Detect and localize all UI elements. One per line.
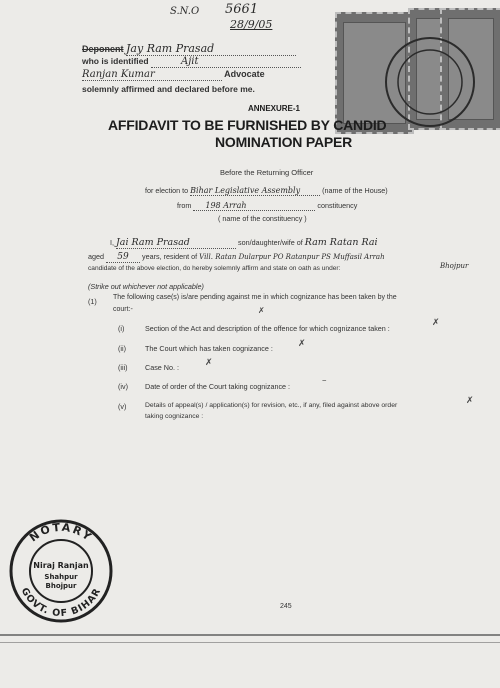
item-text-continued: taking cognizance : [145, 413, 204, 420]
title-line1: AFFIDAVIT TO BE FURNISHED BY CANDID [108, 117, 387, 133]
seal-name: Niraj Ranjan [33, 561, 89, 570]
district-value: Bhojpur [440, 262, 469, 270]
declarant-relation: son/daughter/wife of [238, 238, 303, 247]
section1-cross-mark: ✗ [258, 306, 265, 315]
item-text: The Court which has taken cognizance : [145, 344, 273, 353]
item-text: Case No. : [145, 363, 179, 372]
from-line [177, 201, 357, 211]
election-suffix: (name of the House) [322, 186, 388, 195]
advocate-name: Ranjan Kumar [82, 69, 222, 81]
declarant-line1 [110, 237, 378, 249]
item-text: Details of appeal(s) / application(s) for revision, etc., if any, filed against above order [145, 402, 398, 409]
bottom-rule-2 [0, 642, 500, 643]
item-number: (v) [118, 402, 127, 411]
section1-text-line2: court:- [113, 306, 133, 313]
identified-by: Ajit [151, 56, 301, 68]
declarant-name: Jai Ram Prasad [116, 237, 236, 249]
item-text: Section of the Act and description of the offence for which cognizance taken : [145, 324, 390, 333]
section1-text-line1: The following case(s) is/are pending against me in which cognizance has been taken by the [113, 294, 397, 301]
before-officer: Before the Returning Officer [220, 168, 314, 177]
declarant-line2 [88, 252, 385, 263]
advocate-label: Advocate [224, 69, 265, 79]
annexure-label: ANNEXURE-1 [248, 104, 301, 113]
aged-label: aged [88, 252, 104, 261]
seal-top-text: NOTARY [26, 520, 96, 545]
strike-note: (Strike out whichever not applicable) [88, 282, 204, 291]
from-value: 198 Arrah [193, 201, 315, 211]
constituency-note: ( name of the constituency ) [218, 214, 307, 223]
election-line [145, 186, 388, 196]
item-mark: ✗ [432, 318, 440, 328]
deponent-name: Jay Ram Prasad [126, 42, 296, 56]
seal-place2: Bhojpur [45, 582, 77, 590]
deponent-label: Deponent [82, 44, 124, 54]
declarant-prefix: I, [110, 238, 114, 247]
postmark-circle [375, 30, 485, 140]
serial-label: S.N.O [170, 6, 200, 17]
item-mark: ✗ [298, 339, 306, 349]
affirmed-line: solemnly affirmed and declared before me. [82, 84, 255, 94]
item-mark: ✗ [205, 358, 213, 368]
item-mark: ✗ [466, 396, 474, 406]
item-number: (i) [118, 324, 125, 333]
notary-seal [8, 518, 114, 624]
identified-label: who is identified [82, 56, 149, 66]
identified-line [82, 56, 301, 68]
address-value: Vill. Ratan Dularpur PO Ratanpur PS Muffasil Arrah [199, 253, 385, 261]
item-number: (iv) [118, 382, 128, 391]
from-prefix: from [177, 201, 192, 210]
item-number: (iii) [118, 363, 128, 372]
seal-bottom-text: GOVT. OF BIHAR [18, 586, 104, 620]
serial-number: 5661 [225, 2, 259, 17]
advocate-line [82, 69, 265, 81]
title-line2: NOMINATION PAPER [215, 134, 353, 150]
serial-date: 28/9/05 [230, 18, 273, 31]
item-mark: – [322, 376, 327, 386]
declarant-father: Ram Ratan Rai [304, 237, 378, 248]
item-number: (ii) [118, 344, 126, 353]
age-value: 59 [106, 252, 140, 263]
page-number: 245 [280, 603, 292, 610]
section1-number: (1) [88, 297, 97, 306]
item-text: Date of order of the Court taking cognizance : [145, 382, 291, 391]
oath-line: candidate of the above election, do hereby solemnly affirm and state on oath as under: [88, 265, 341, 272]
election-prefix: for election to [145, 186, 189, 195]
seal-place1: Shahpur [44, 573, 78, 581]
election-value: Bihar Legislative Assembly [190, 186, 320, 196]
years-text: years, resident of [142, 252, 198, 261]
constituency-suffix: constituency [317, 201, 358, 210]
bottom-rule-1 [0, 634, 500, 636]
deponent-line [82, 42, 296, 56]
